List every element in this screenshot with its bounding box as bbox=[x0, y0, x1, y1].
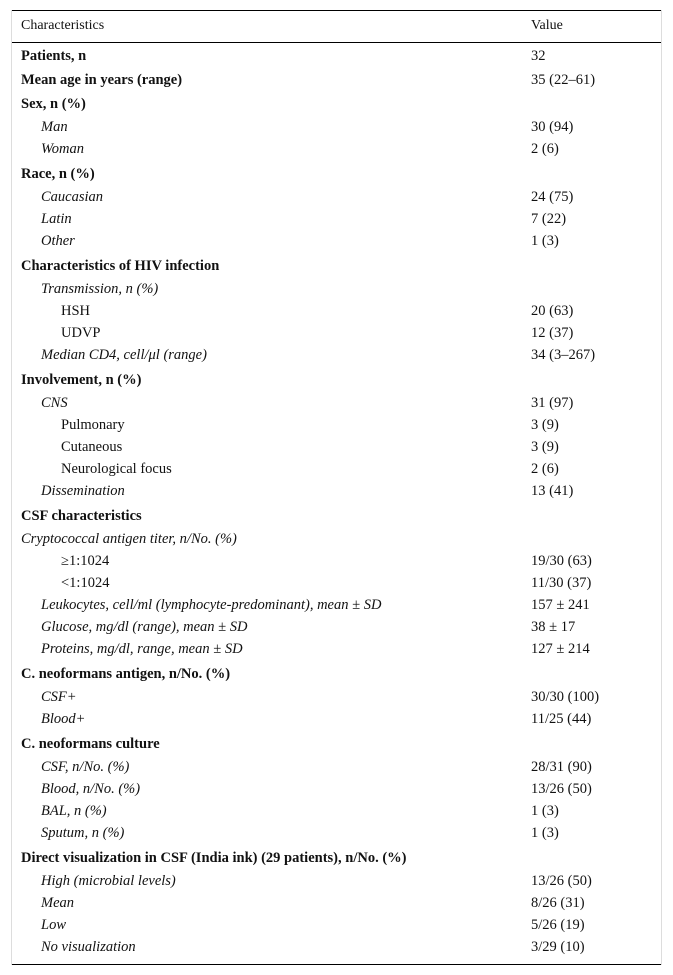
row-label: Patients, n bbox=[21, 48, 87, 64]
table-row bbox=[11, 616, 662, 638]
row-value: 13 (41) bbox=[531, 483, 574, 499]
row-label: Woman bbox=[41, 141, 84, 157]
table-row bbox=[11, 822, 662, 844]
table-row bbox=[11, 638, 662, 660]
row-value: 12 (37) bbox=[531, 325, 574, 341]
table-row bbox=[11, 138, 662, 160]
row-label: ≥1:1024 bbox=[61, 553, 110, 569]
row-value: 38 ± 17 bbox=[531, 619, 576, 635]
header-characteristics: Characteristics bbox=[21, 18, 105, 33]
row-value: 157 ± 241 bbox=[531, 597, 590, 613]
row-label: Involvement, n (%) bbox=[21, 372, 142, 388]
row-label: Mean bbox=[41, 895, 75, 911]
row-value: 32 bbox=[531, 48, 546, 64]
row-value: 13/26 (50) bbox=[531, 873, 592, 889]
row-label: CNS bbox=[41, 395, 68, 411]
row-value: 3 (9) bbox=[531, 439, 559, 455]
row-label: CSF characteristics bbox=[21, 508, 142, 524]
header-value: Value bbox=[531, 18, 563, 33]
row-label: BAL, n (%) bbox=[41, 803, 107, 819]
table-row bbox=[11, 230, 662, 252]
row-value: 20 (63) bbox=[531, 303, 574, 319]
table-row bbox=[11, 708, 662, 730]
table-row bbox=[11, 255, 662, 277]
row-label: Other bbox=[41, 233, 75, 249]
row-value: 34 (3–267) bbox=[531, 347, 596, 363]
row-label: Cryptococcal antigen titer, n/No. (%) bbox=[21, 531, 237, 547]
row-label: C. neoformans culture bbox=[21, 736, 160, 752]
table-row bbox=[11, 847, 662, 869]
row-value: 2 (6) bbox=[531, 141, 559, 157]
table-row bbox=[11, 369, 662, 391]
row-label: High (microbial levels) bbox=[41, 873, 176, 889]
table-bottom-rule bbox=[11, 964, 662, 965]
row-value: 7 (22) bbox=[531, 211, 567, 227]
table-row bbox=[11, 414, 662, 436]
row-label: Direct visualization in CSF (India ink) (29 patients), n/No. (%) bbox=[21, 850, 407, 866]
row-label: Mean age in years (range) bbox=[21, 72, 183, 88]
table-row bbox=[11, 528, 662, 550]
row-label: UDVP bbox=[61, 325, 101, 341]
table-row bbox=[11, 936, 662, 958]
row-label: Blood+ bbox=[41, 711, 86, 727]
row-value: 30/30 (100) bbox=[531, 689, 600, 705]
row-label: Proteins, mg/dl, range, mean ± SD bbox=[41, 641, 243, 657]
row-label: Glucose, mg/dl (range), mean ± SD bbox=[41, 619, 248, 635]
row-label: No visualization bbox=[41, 939, 136, 955]
table-row bbox=[11, 208, 662, 230]
table-row bbox=[11, 733, 662, 755]
table-row bbox=[11, 344, 662, 366]
row-value: 3/29 (10) bbox=[531, 939, 585, 955]
table-row bbox=[11, 756, 662, 778]
row-value: 13/26 (50) bbox=[531, 781, 592, 797]
row-label: Sputum, n (%) bbox=[41, 825, 125, 841]
row-value: 1 (3) bbox=[531, 233, 559, 249]
table-row bbox=[11, 505, 662, 527]
table-row bbox=[11, 800, 662, 822]
table-row bbox=[11, 870, 662, 892]
row-label: Transmission, n (%) bbox=[41, 281, 159, 297]
table-row bbox=[11, 914, 662, 936]
row-value: 11/30 (37) bbox=[531, 575, 592, 591]
row-value: 1 (3) bbox=[531, 803, 559, 819]
row-label: Blood, n/No. (%) bbox=[41, 781, 141, 797]
row-label: Median CD4, cell/μl (range) bbox=[41, 347, 207, 363]
row-label: Sex, n (%) bbox=[21, 96, 86, 112]
table-row bbox=[11, 69, 662, 91]
table-row bbox=[11, 572, 662, 594]
table-row bbox=[11, 550, 662, 572]
table-row bbox=[11, 480, 662, 502]
table-row bbox=[11, 116, 662, 138]
row-label: Neurological focus bbox=[61, 461, 172, 477]
row-value: 31 (97) bbox=[531, 395, 574, 411]
row-value: 24 (75) bbox=[531, 189, 574, 205]
row-value: 11/25 (44) bbox=[531, 711, 592, 727]
row-label: <1:1024 bbox=[61, 575, 110, 591]
row-label: Cutaneous bbox=[61, 439, 123, 455]
row-label: CSF+ bbox=[41, 689, 77, 705]
row-label: Pulmonary bbox=[61, 417, 125, 433]
row-label: Caucasian bbox=[41, 189, 104, 205]
row-label: C. neoformans antigen, n/No. (%) bbox=[21, 666, 231, 682]
row-value: 30 (94) bbox=[531, 119, 574, 135]
row-label: HSH bbox=[61, 303, 91, 319]
row-label: Race, n (%) bbox=[21, 166, 95, 182]
table-row bbox=[11, 458, 662, 480]
row-label: Man bbox=[41, 119, 68, 135]
table-row bbox=[11, 594, 662, 616]
row-value: 35 (22–61) bbox=[531, 72, 596, 88]
row-label: Low bbox=[41, 917, 66, 933]
table-header-rule bbox=[11, 42, 662, 43]
table-row bbox=[11, 278, 662, 300]
table-row bbox=[11, 663, 662, 685]
row-value: 1 (3) bbox=[531, 825, 559, 841]
table-row bbox=[11, 186, 662, 208]
row-value: 8/26 (31) bbox=[531, 895, 585, 911]
table-row bbox=[11, 300, 662, 322]
table-row bbox=[11, 392, 662, 414]
row-value: 19/30 (63) bbox=[531, 553, 592, 569]
table-row bbox=[11, 322, 662, 344]
row-value: 2 (6) bbox=[531, 461, 559, 477]
row-value: 28/31 (90) bbox=[531, 759, 592, 775]
table-row bbox=[11, 45, 662, 67]
table-row bbox=[11, 686, 662, 708]
table-row bbox=[11, 778, 662, 800]
row-label: Characteristics of HIV infection bbox=[21, 258, 220, 274]
table-row bbox=[11, 93, 662, 115]
table-top-rule bbox=[11, 10, 662, 11]
row-label: Leukocytes, cell/ml (lymphocyte-predominant), mean ± SD bbox=[41, 597, 382, 613]
row-value: 5/26 (19) bbox=[531, 917, 585, 933]
table-row bbox=[11, 892, 662, 914]
row-label: Dissemination bbox=[41, 483, 125, 499]
row-label: Latin bbox=[41, 211, 72, 227]
table-row bbox=[11, 163, 662, 185]
table-row bbox=[11, 436, 662, 458]
row-value: 3 (9) bbox=[531, 417, 559, 433]
row-value: 127 ± 214 bbox=[531, 641, 590, 657]
row-label: CSF, n/No. (%) bbox=[41, 759, 130, 775]
